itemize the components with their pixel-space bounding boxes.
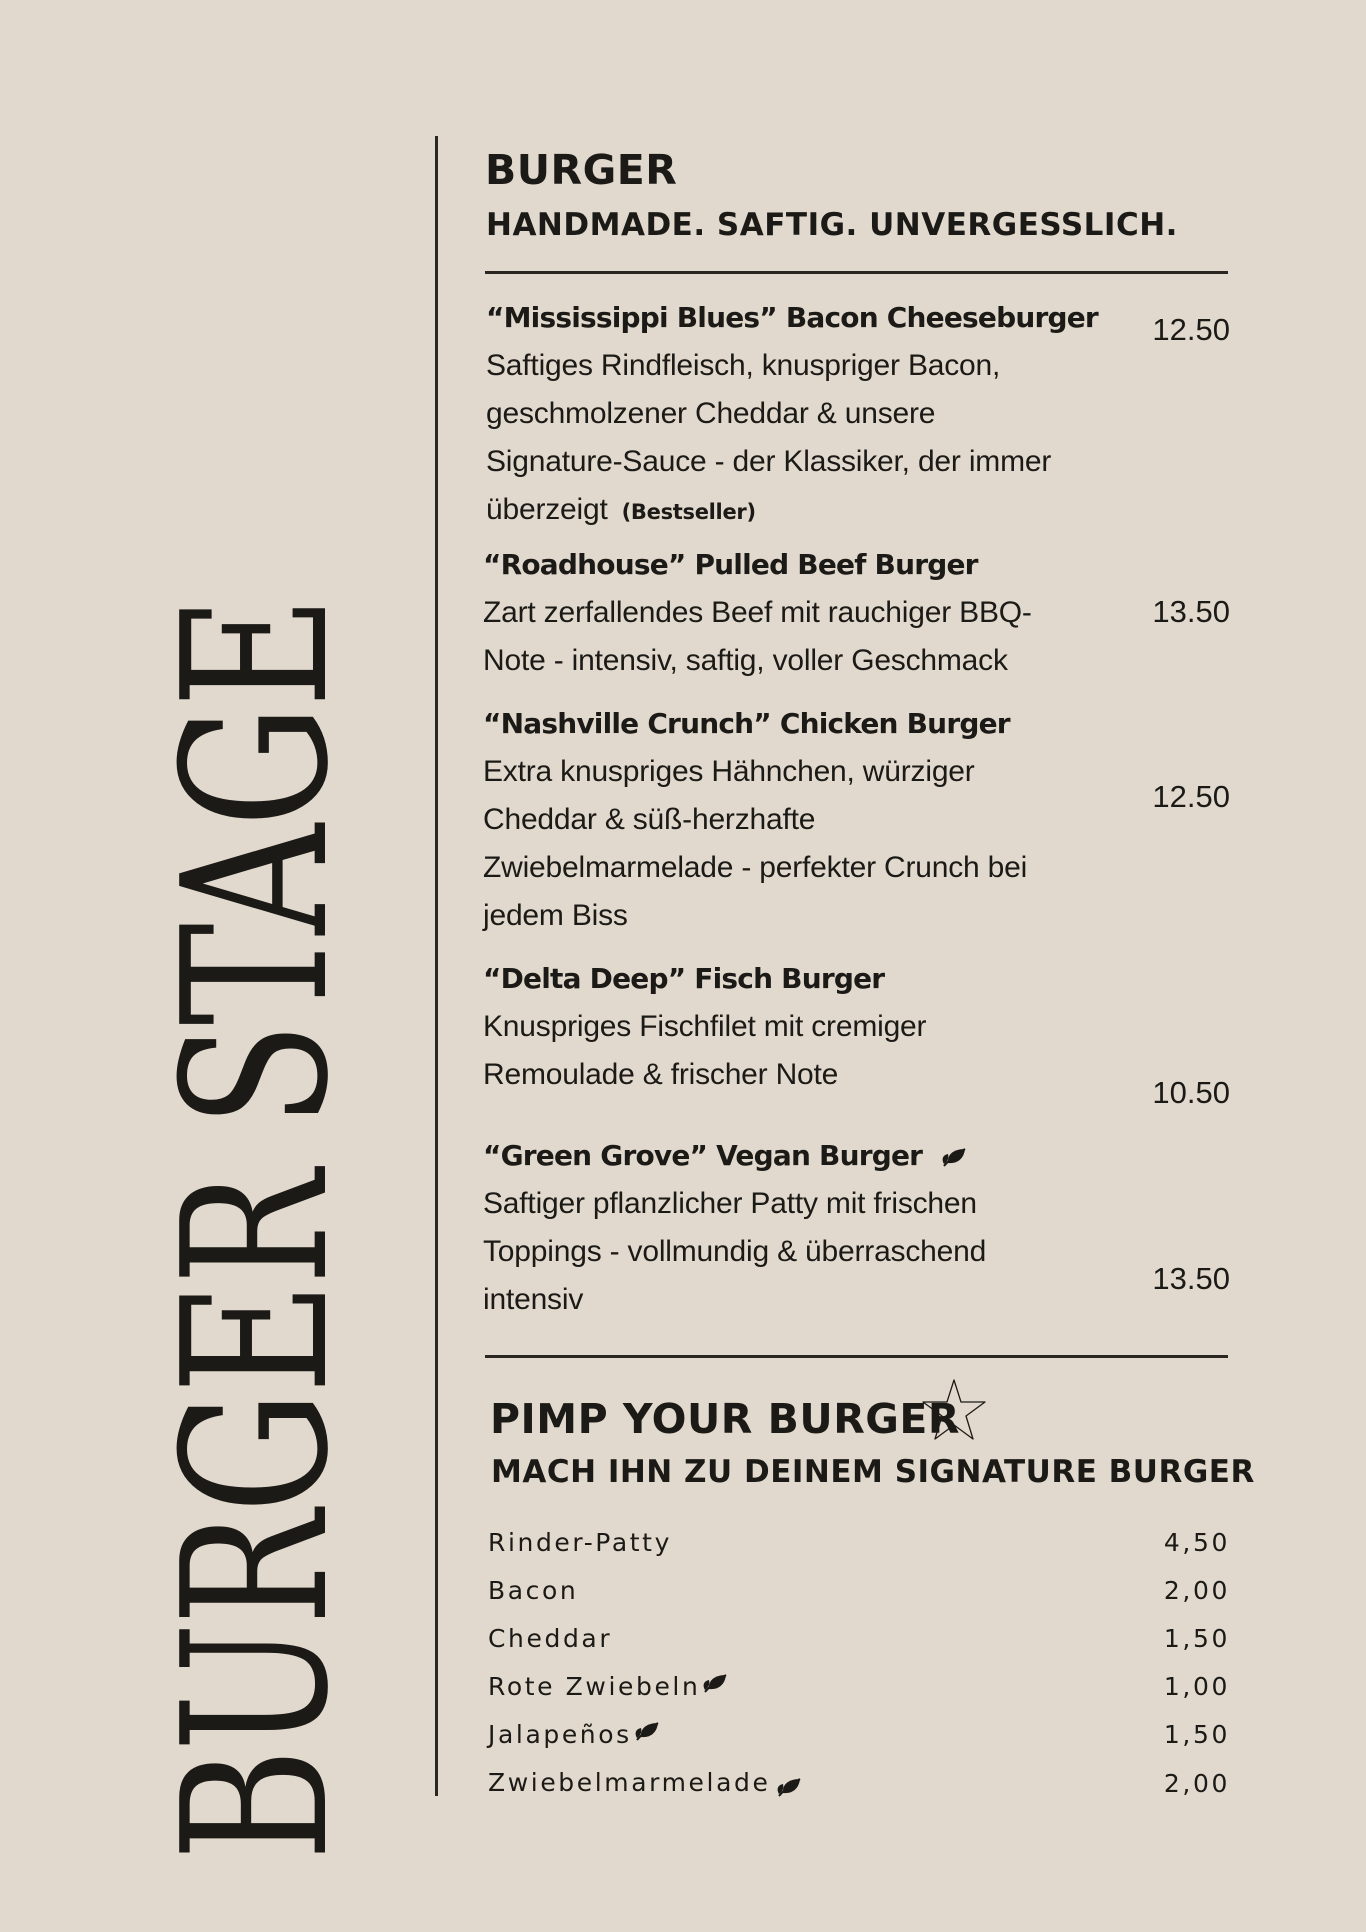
menu-item-description — [483, 748, 1083, 940]
extra-name-row — [488, 1768, 804, 1798]
menu-item-name: “Roadhouse” Pulled Beef Burger — [483, 548, 978, 581]
menu-item-desc-line: Toppings - vollmundig & überraschend — [483, 1235, 987, 1268]
extra-row — [488, 1711, 1230, 1759]
extra-name: Rinder-Patty — [488, 1527, 672, 1557]
menu-item-desc-line: jedem Biss — [483, 899, 628, 932]
burger-section-title: BURGER — [485, 146, 678, 194]
pimp-section-title: PIMP YOUR BURGER — [490, 1395, 960, 1443]
menu-item — [486, 294, 1098, 536]
menu-item-name: “Nashville Crunch” Chicken Burger — [483, 707, 1010, 740]
star-icon — [918, 1374, 990, 1446]
menu-item-description — [483, 1003, 1083, 1099]
extra-price: 4,50 — [1163, 1527, 1230, 1557]
menu-item-name: “Mississippi Blues” Bacon Cheeseburger — [486, 301, 1098, 334]
menu-item-name: “Green Grove” Vegan Burger — [483, 1139, 923, 1172]
leaf-icon — [774, 1776, 804, 1798]
menu-item-desc-line: Zwiebelmarmelade - perfekter Crunch bei — [483, 851, 1028, 884]
extra-price: 2,00 — [1163, 1575, 1230, 1605]
leaf-icon — [700, 1672, 730, 1694]
menu-item-desc-line: Extra knuspriges Hähnchen, würziger — [483, 755, 975, 788]
menu-item-desc-line: Zart zerfallendes Beef mit rauchiger BBQ- — [483, 596, 1032, 629]
extra-price: 1,50 — [1163, 1623, 1230, 1653]
extra-row — [488, 1759, 1230, 1807]
brand-title — [140, 213, 373, 1861]
extra-row — [488, 1663, 1230, 1711]
menu-item — [483, 955, 1083, 1099]
extra-row — [488, 1614, 1230, 1662]
menu-item-desc-line: Saftiger pflanzlicher Patty mit frischen — [483, 1187, 977, 1220]
menu-item-name: “Delta Deep” Fisch Burger — [483, 962, 885, 995]
menu-item — [483, 700, 1083, 940]
extras-list — [488, 1518, 1230, 1807]
extra-price: 2,00 — [1163, 1768, 1230, 1798]
extra-price: 1,00 — [1163, 1672, 1230, 1702]
menu-item-price: 13.50 — [1152, 594, 1230, 629]
extra-name: Bacon — [488, 1575, 579, 1605]
leaf-icon — [632, 1720, 662, 1742]
menu-item-price: 12.50 — [1152, 779, 1230, 814]
bestseller-badge: (Bestseller) — [621, 500, 756, 524]
menu-item-description — [483, 1180, 1083, 1324]
menu-item-desc-line: Cheddar & süß-herzhafte — [483, 803, 816, 836]
extra-name: Cheddar — [488, 1623, 613, 1653]
pimp-section-subtitle: MACH IHN ZU DEINEM SIGNATURE BURGER — [491, 1454, 1255, 1490]
menu-item-name-row — [483, 1132, 1083, 1180]
brand-title-text: BURGER STAGE — [140, 213, 373, 1861]
extra-price: 1,50 — [1163, 1720, 1230, 1750]
menu-item-price: 13.50 — [1152, 1261, 1230, 1296]
menu-item-desc-line: Signature-Sauce - der Klassiker, der immer — [486, 445, 1052, 478]
leaf-icon — [939, 1146, 969, 1168]
brand-title-graphic — [140, 213, 373, 1861]
burger-section-subtitle: HANDMADE. SAFTIG. UNVERGESSLICH. — [486, 207, 1178, 243]
menu-item-desc-text: überzeigt — [486, 493, 608, 526]
menu-item-description — [486, 342, 1086, 536]
menu-item — [483, 541, 1083, 685]
extra-name-row — [488, 1720, 662, 1749]
section-divider-top — [485, 271, 1228, 274]
menu-item-description — [483, 589, 1083, 685]
extra-row — [488, 1518, 1230, 1566]
menu-item-price: 10.50 — [1152, 1075, 1230, 1110]
extra-name: Jalapeños — [488, 1720, 632, 1750]
extra-name-row — [488, 1672, 730, 1701]
menu-item-price: 12.50 — [1152, 312, 1230, 347]
menu-item-desc-line: geschmolzener Cheddar & unsere — [486, 397, 936, 430]
menu-item — [483, 1132, 1083, 1324]
extra-name: Zwiebelmarmelade — [488, 1768, 771, 1798]
menu-item-desc-line: intensiv — [483, 1283, 584, 1316]
extra-name: Rote Zwiebeln — [488, 1672, 701, 1702]
menu-item-desc-line: Remoulade & frischer Note — [483, 1058, 839, 1091]
extra-row — [488, 1566, 1230, 1614]
vertical-divider — [435, 136, 438, 1796]
menu-item-desc-line: Knuspriges Fischfilet mit cremiger — [483, 1010, 927, 1043]
section-divider-bottom — [485, 1355, 1228, 1358]
menu-item-desc-line — [486, 486, 1086, 536]
menu-item-desc-line: Note - intensiv, saftig, voller Geschmack — [483, 644, 1008, 677]
menu-item-desc-line: Saftiges Rindfleisch, knuspriger Bacon, — [486, 349, 1001, 382]
